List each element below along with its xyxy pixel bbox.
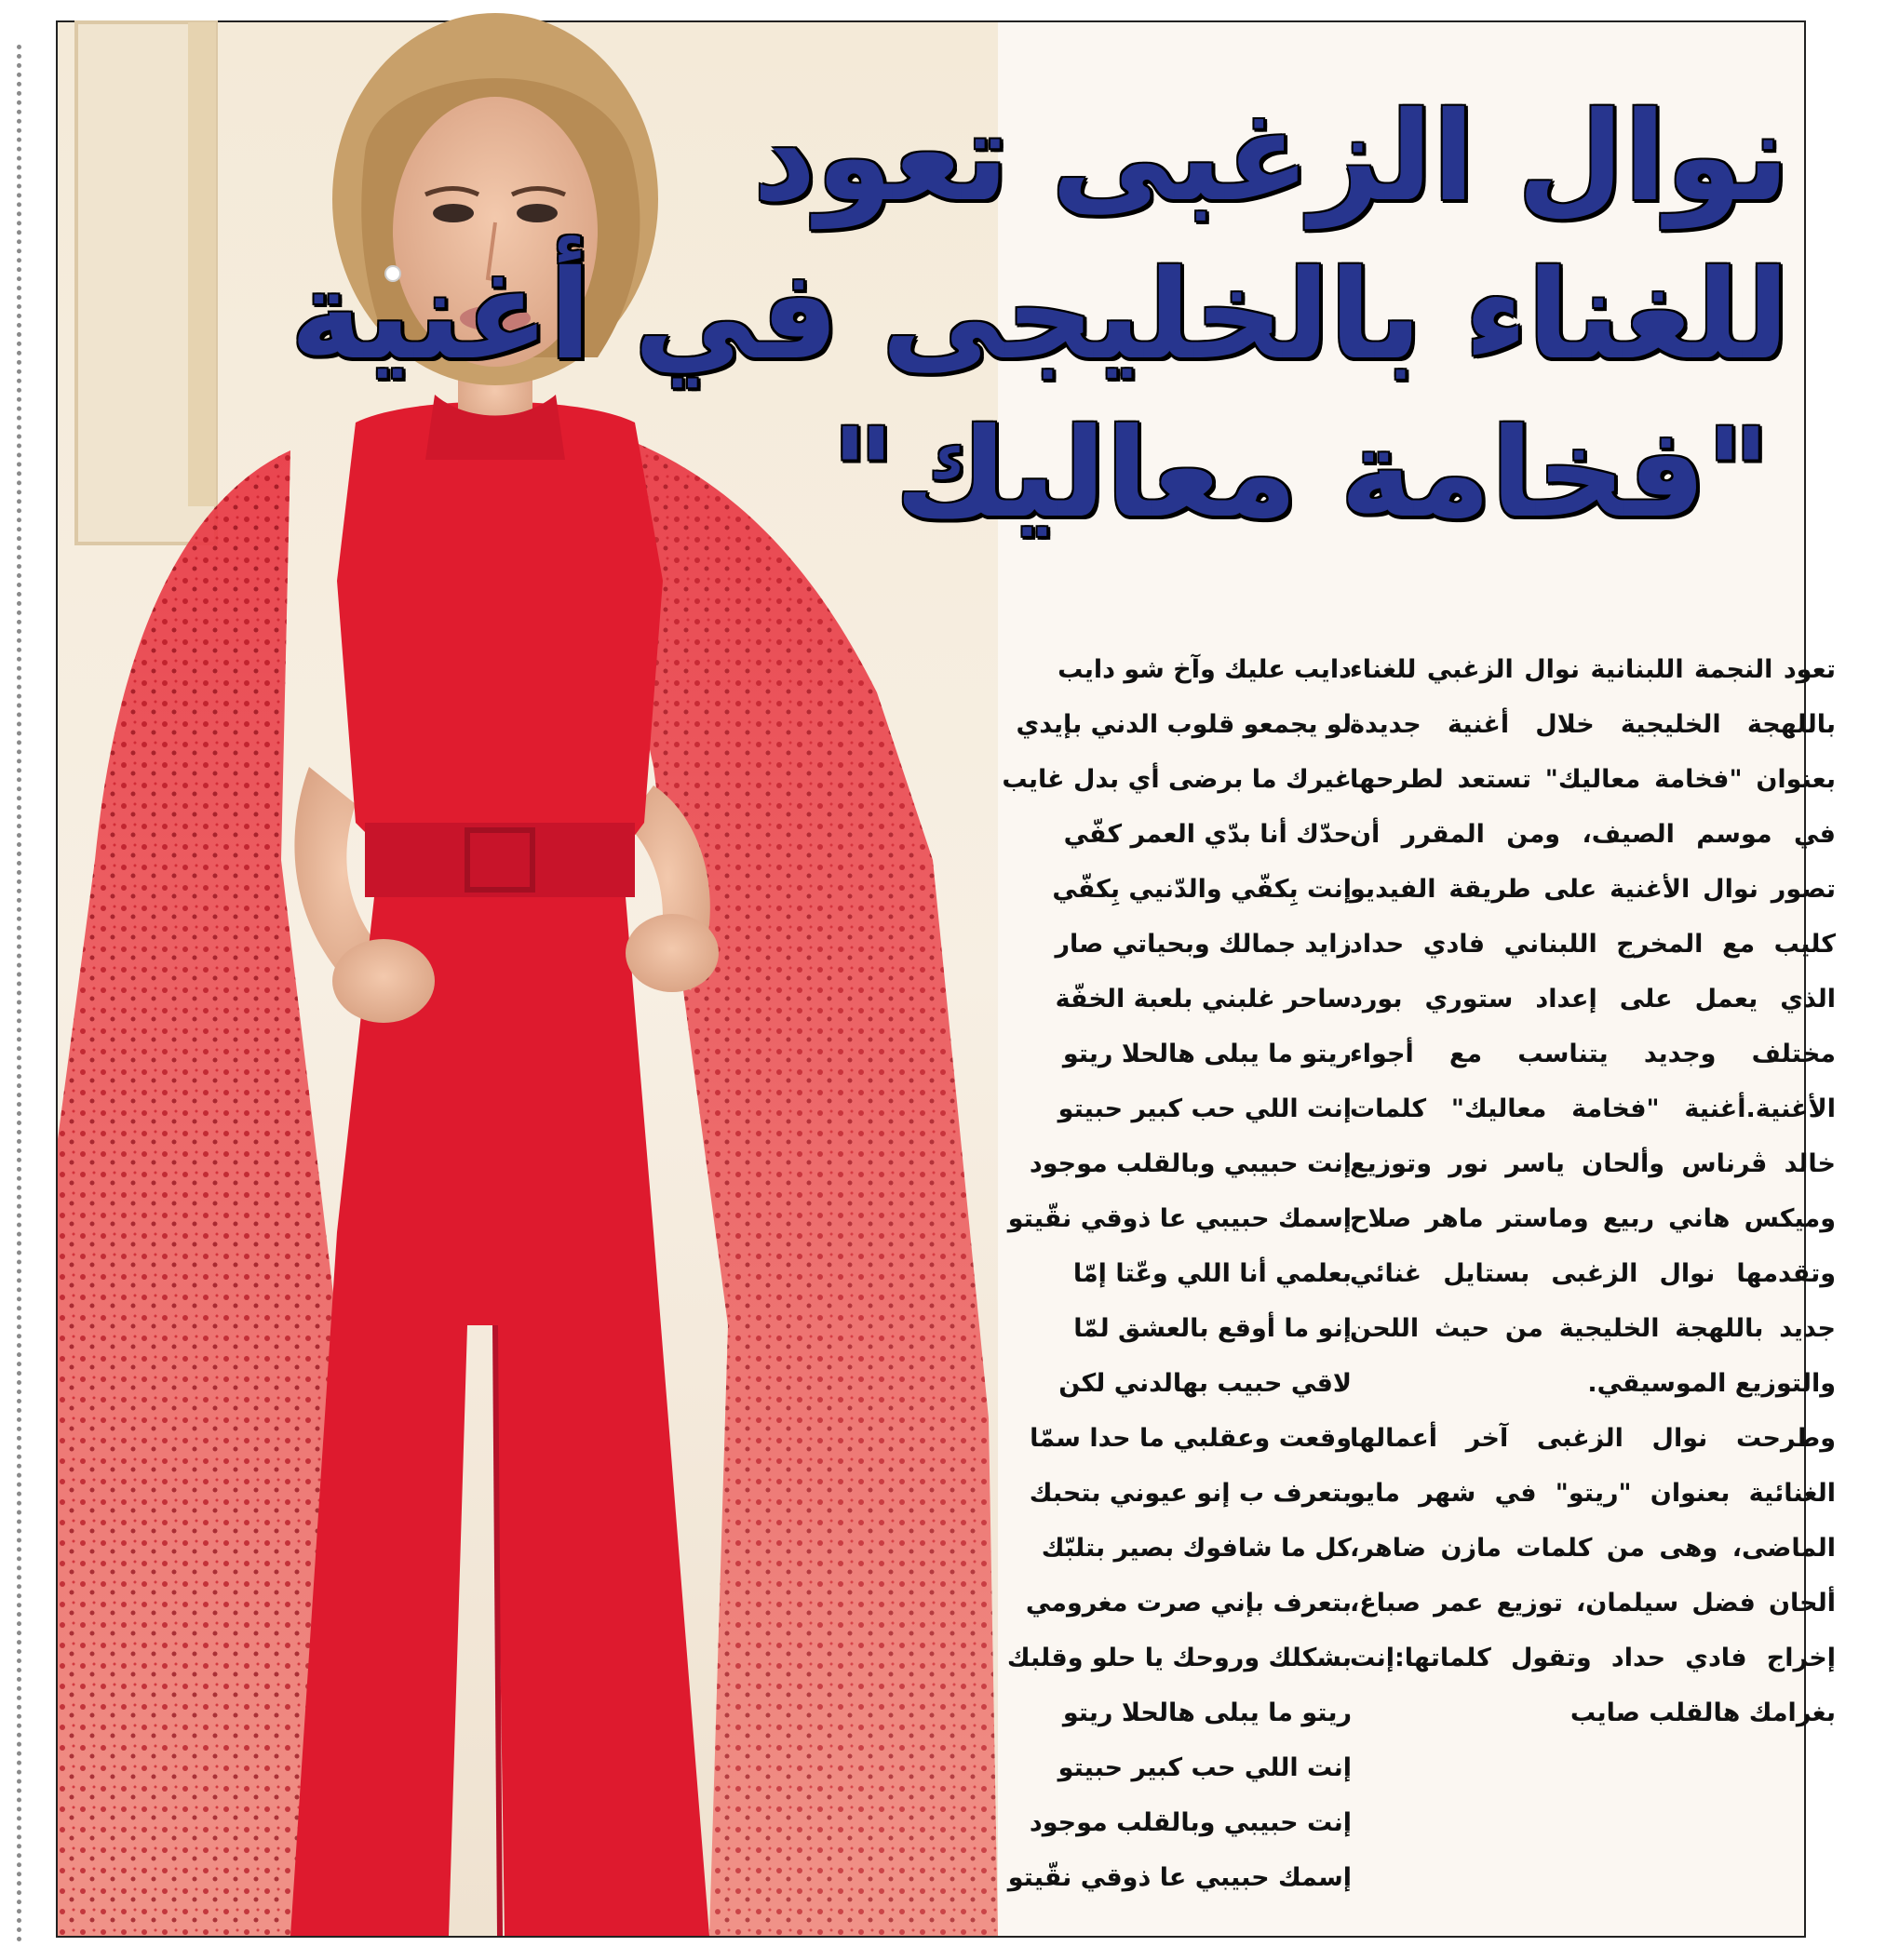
lyric-line: إنت حبيبي وبالقلب موجود — [1029, 1808, 1352, 1837]
lyric-line: بتعرف بإني صرت مغرومي — [1025, 1589, 1352, 1618]
headline-line-2: للغناء بالخليجى في أغنية — [290, 244, 1789, 387]
lyric-line: لاقي حبيب بهالدني لكن — [1058, 1369, 1352, 1398]
lyric-line: إنت بِكفّي والدّنيي بِكفّي — [1052, 875, 1352, 904]
article-paragraph-1: تعود النجمة اللبنانية نوال الزغبي للغناء باللهجة الخليجية خلال أغنية جديدة بعنوان "فخامة معاليك" تستعد لطرحها في موسم الصيف، ومن المقرر أن تصور نوال الأغنية على طريقة الفيديو كليب مع المخرج اللبناني فادي حداد الذي يعمل على إعداد ستوري بورد مختلف وجديد يتناسب مع أجواء الأغنية.أغنية "فخامة معاليك" كلمات خالد ڤرناس وألحان ياسر نور وتوزيع وميكس هاني ربيع وماستر ماهر صلاح وتقدمها نوال الزغبى بستايل غنائي جديد باللهجة الخليجية من حيث اللحن والتوزيع الموسيقي. — [1350, 655, 1836, 1398]
lyric-line: إنت اللي حب كبير حبيتو — [1058, 1753, 1352, 1782]
lyric-line: إسمك حبيبي عا ذوقي نقّيتو — [1007, 1863, 1352, 1892]
lyric-line: لو يجمعو قلوب الدني بإيدي — [1016, 710, 1352, 739]
lyric-line: حدّك أنا بدّي العمر كفّي — [1063, 820, 1352, 849]
lyric-line: ريتو ما يبلى هالحلا ريتو — [1062, 1698, 1352, 1727]
headline — [290, 78, 1789, 637]
lyric-line: بعلمي أنا اللي وعّتا إمّا — [1072, 1259, 1352, 1288]
lyric-line: وقعت وعقلبي ما حدا سمّا — [1030, 1424, 1352, 1453]
page-edge-dotted-rule — [17, 45, 21, 1943]
lyric-line: إنت اللي حب كبير حبيتو — [1058, 1094, 1352, 1123]
lyric-line: ريتو ما يبلى هالحلا ريتو — [1062, 1040, 1352, 1068]
lyrics-column — [877, 642, 1352, 1905]
headline-line-1: نوال الزغبى تعود — [752, 86, 1789, 229]
lyric-line: كل ما شافوك بصير بتلبّك — [1041, 1534, 1352, 1563]
lyric-line: إنت حبيبي وبالقلب موجود — [1029, 1149, 1352, 1178]
lyric-line: زايد جمالك وبحياتي صار — [1055, 930, 1352, 959]
lyric-line: بشكلك وروحك يا حلو وقلبك — [1006, 1644, 1352, 1672]
newspaper-page — [56, 20, 1836, 1938]
headline-line-3: "فخامة معاليك" — [830, 402, 1771, 545]
lyric-line: إنو ما أوقع بالعشق لمّا — [1073, 1314, 1352, 1343]
lyric-line: دايب عليك وآخ شو دايب — [1058, 655, 1352, 684]
lyric-line: ساحر غلبني بلعبة الخفّة — [1055, 985, 1352, 1014]
lyric-line: بتعرف ب إنو عيوني بتحبك — [1029, 1479, 1352, 1508]
article-paragraph-2: وطرحت نوال الزغبى آخر أعمالها الغنائية بعنوان "ريتو" في شهر مايو الماضى، وهى من كلمات مازن ضاهر، ألحان فضل سيلمان، توزيع عمر صباغ، إخراج فادي حداد وتقول كلماتها:إنت بغرامك هالقلب صايب — [1350, 1424, 1836, 1727]
lyric-line: غيرك ما برضى أي بدل غايب — [1002, 765, 1352, 794]
lyric-line: إسمك حبيبي عا ذوقي نقّيتو — [1007, 1204, 1352, 1233]
article-body-column — [1350, 642, 1836, 1740]
